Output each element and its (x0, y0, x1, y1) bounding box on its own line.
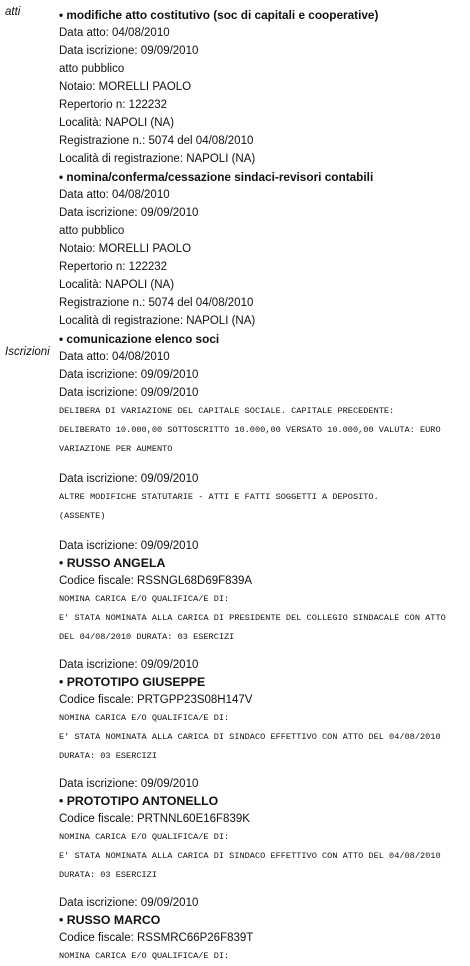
iscrizione-date: Data iscrizione: 09/09/2010 (59, 473, 199, 485)
iscrizione-text: NOMINA CARICA E/O QUALIFICA/E DI: (59, 713, 230, 723)
iscrizione-text: E' STATA NOMINATA ALLA CARICA DI SINDACO EFFETTIVO CON ATTO DEL 04/08/2010 (59, 732, 441, 742)
atti-list (59, 6, 464, 384)
iscrizione-text: (ASSENTE) (59, 511, 106, 521)
person-name: • PROTOTIPO GIUSEPPE (59, 675, 206, 689)
iscrizione-text: VARIAZIONE PER AUMENTO (59, 444, 173, 454)
codice-fiscale: Codice fiscale: PRTNNL60E16F839K (59, 813, 250, 825)
section-label-iscrizioni: Iscrizioni (5, 346, 50, 358)
atto-line: Notaio: MORELLI PAOLO (59, 243, 192, 255)
iscrizione-text: E' STATA NOMINATA ALLA CARICA DI PRESIDENTE DEL COLLEGIO SINDACALE CON ATTO (59, 613, 446, 623)
atto-title: • nomina/conferma/cessazione sindaci-revisori contabili (59, 170, 374, 184)
codice-fiscale: Codice fiscale: PRTGPP23S08H147V (59, 694, 253, 706)
codice-fiscale: Codice fiscale: RSSMRC66P26F839T (59, 932, 254, 944)
person-name: • RUSSO ANGELA (59, 556, 166, 570)
iscrizione-text: DELIBERA DI VARIAZIONE DEL CAPITALE SOCIALE. CAPITALE PRECEDENTE: (59, 406, 395, 416)
person-name: • RUSSO MARCO (59, 913, 161, 927)
iscrizione-entry (59, 775, 464, 885)
iscrizione-text: DURATA: 03 ESERCIZI (59, 751, 157, 761)
iscrizione-text: NOMINA CARICA E/O QUALIFICA/E DI: (59, 594, 230, 604)
iscrizione-text: NOMINA CARICA E/O QUALIFICA/E DI: (59, 832, 230, 842)
iscrizione-date: Data iscrizione: 09/09/2010 (59, 659, 199, 671)
atto-line: Data iscrizione: 09/09/2010 (59, 369, 199, 381)
iscrizione-text: ALTRE MODIFICHE STATUTARIE - ATTI E FATTI SOGGETTI A DEPOSITO. (59, 492, 379, 502)
atto-line: atto pubblico (59, 63, 125, 75)
iscrizioni-list (59, 384, 464, 966)
section-label-atti: atti (5, 6, 21, 18)
atto-line: Data iscrizione: 09/09/2010 (59, 45, 199, 57)
iscrizione-text: DEL 04/08/2010 DURATA: 03 ESERCIZI (59, 632, 235, 642)
person-name: • PROTOTIPO ANTONELLO (59, 794, 219, 808)
atto-line: Località di registrazione: NAPOLI (NA) (59, 315, 256, 327)
atto-line: Data atto: 04/08/2010 (59, 189, 170, 201)
codice-fiscale: Codice fiscale: RSSNGL68D69F839A (59, 575, 253, 587)
iscrizione-entry (59, 470, 464, 526)
iscrizione-entry (59, 537, 464, 647)
atto-title: • modifiche atto costitutivo (soc di capitali e cooperative) (59, 8, 379, 22)
document-content (59, 6, 464, 966)
iscrizione-date: Data iscrizione: 09/09/2010 (59, 387, 199, 399)
atto-line: Località: NAPOLI (NA) (59, 117, 175, 129)
iscrizione-text: DELIBERATO 10.000,00 SOTTOSCRITTO 10.000,00 VERSATO 10.000,00 VALUTA: EURO (59, 425, 441, 435)
atto-line: Repertorio n: 122232 (59, 261, 168, 273)
iscrizione-date: Data iscrizione: 09/09/2010 (59, 540, 199, 552)
atto-line: Data iscrizione: 09/09/2010 (59, 207, 199, 219)
atto-line: Località: NAPOLI (NA) (59, 279, 175, 291)
atto-line: Registrazione n.: 5074 del 04/08/2010 (59, 135, 254, 147)
iscrizione-text: DURATA: 03 ESERCIZI (59, 870, 157, 880)
iscrizione-text: NOMINA CARICA E/O QUALIFICA/E DI: (59, 951, 230, 961)
iscrizione-date: Data iscrizione: 09/09/2010 (59, 778, 199, 790)
iscrizione-entry (59, 656, 464, 766)
atto-line: atto pubblico (59, 225, 125, 237)
atto-line: Località di registrazione: NAPOLI (NA) (59, 153, 256, 165)
iscrizione-entry (59, 894, 464, 966)
atto-line: Notaio: MORELLI PAOLO (59, 81, 192, 93)
atto-line: Data atto: 04/08/2010 (59, 351, 170, 363)
atto-line: Repertorio n: 122232 (59, 99, 168, 111)
iscrizione-entry (59, 384, 464, 459)
iscrizione-text: E' STATA NOMINATA ALLA CARICA DI SINDACO EFFETTIVO CON ATTO DEL 04/08/2010 (59, 851, 441, 861)
atto-line: Data atto: 04/08/2010 (59, 27, 170, 39)
iscrizione-date: Data iscrizione: 09/09/2010 (59, 897, 199, 909)
atto-line: Registrazione n.: 5074 del 04/08/2010 (59, 297, 254, 309)
atto-title: • comunicazione elenco soci (59, 332, 220, 346)
